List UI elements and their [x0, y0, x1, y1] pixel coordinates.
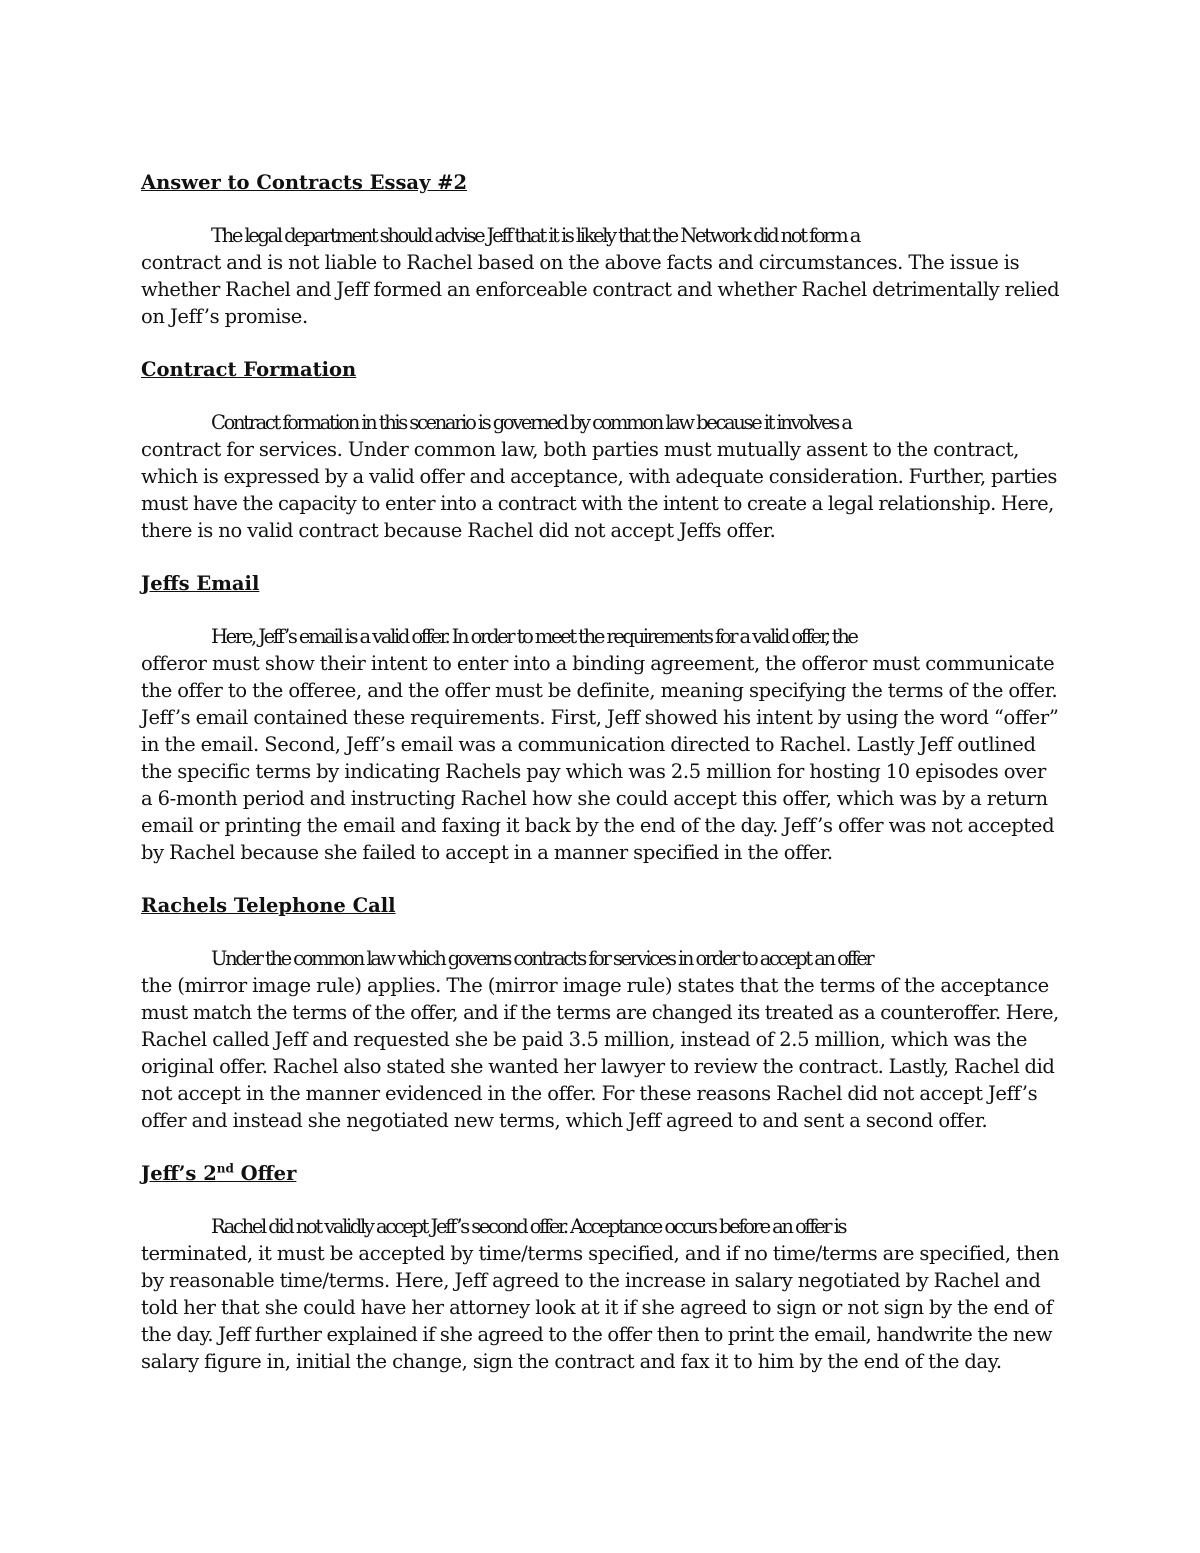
text-line: by Rachel because she failed to accept in a manner specified in the offer.	[141, 841, 833, 864]
text-line: email or printing the email and faxing it back by the end of the day. Jeff’s offer was not accepted	[141, 814, 1055, 837]
intro-paragraph	[141, 222, 1059, 330]
text-line: Contract formation in this scenario is governed by common law because it involves a	[211, 411, 851, 434]
section-heading-jeffs-second-offer	[141, 1160, 1059, 1187]
text-line: contract for services. Under common law, both parties must mutually assent to the contract,	[141, 438, 1019, 461]
text-line: Rachel did not validly accept Jeff’s second offer. Acceptance occurs before an offer is	[211, 1215, 846, 1238]
text-line: in the email. Second, Jeff’s email was a communication directed to Rachel. Lastly Jeff outlined	[141, 733, 1036, 756]
text-line: Here, Jeff’s email is a valid offer. In order to meet the requirements for a valid offer, the	[211, 625, 857, 648]
text-line: Under the common law which governs contracts for services in order to accept an offer	[211, 947, 873, 970]
text-line: a 6-month period and instructing Rachel how she could accept this offer, which was by a return	[141, 787, 1048, 810]
text-line: which is expressed by a valid offer and acceptance, with adequate consideration. Further, parties	[141, 465, 1057, 488]
text-line: whether Rachel and Jeff formed an enforceable contract and whether Rachel detrimentally relied	[141, 278, 1060, 301]
text-line: on Jeff’s promise.	[141, 305, 308, 328]
text-line: the (mirror image rule) applies. The (mirror image rule) states that the terms of the acceptance	[141, 974, 1049, 997]
text-line: not accept in the manner evidenced in the offer. For these reasons Rachel did not accept Jeff’s	[141, 1082, 1038, 1105]
document-page	[141, 169, 1059, 1401]
text-line: The legal department should advise Jeff that it is likely that the Network did not form a	[211, 224, 860, 247]
text-line: there is no valid contract because Rachel did not accept Jeffs offer.	[141, 519, 776, 542]
document-title: Answer to Contracts Essay #2	[141, 171, 468, 194]
text-line: Jeff’s email contained these requirements. First, Jeff showed his intent by using the word “offer”	[141, 706, 1059, 729]
text-line: by reasonable time/terms. Here, Jeff agreed to the increase in salary negotiated by Rachel and	[141, 1269, 1041, 1292]
text-line: salary figure in, initial the change, sign the contract and fax it to him by the end of the day.	[141, 1350, 1002, 1373]
text-line: the day. Jeff further explained if she agreed to the offer then to print the email, handwrite the new	[141, 1323, 1052, 1346]
text-line: the specific terms by indicating Rachels pay which was 2.5 million for hosting 10 episodes over	[141, 760, 1046, 783]
section-heading-jeffs-email: Jeffs Email	[141, 572, 260, 595]
heading-text: Jeff’s 2	[141, 1162, 217, 1185]
section-heading-contract-formation: Contract Formation	[141, 358, 357, 381]
text-line: contract and is not liable to Rachel based on the above facts and circumstances. The issue is	[141, 251, 1020, 274]
text-line: original offer. Rachel also stated she wanted her lawyer to review the contract. Lastly, Rachel did	[141, 1055, 1055, 1078]
section-paragraph-jeffs-second-offer	[141, 1213, 1059, 1375]
text-line: must match the terms of the offer, and if the terms are changed its treated as a counteroffer. Here,	[141, 1001, 1059, 1024]
section-heading-rachels-telephone-call: Rachels Telephone Call	[141, 894, 396, 917]
text-line: must have the capacity to enter into a contract with the intent to create a legal relationship. Here,	[141, 492, 1054, 515]
section-paragraph-contract-formation	[141, 409, 1059, 544]
text-line: the offer to the offeree, and the offer must be definite, meaning specifying the terms of the offer.	[141, 679, 1058, 702]
text-line: offeror must show their intent to enter into a binding agreement, the offeror must communicate	[141, 652, 1055, 675]
section-paragraph-jeffs-email	[141, 623, 1059, 866]
text-line: offer and instead she negotiated new terms, which Jeff agreed to and sent a second offer.	[141, 1109, 988, 1132]
heading-superscript: nd	[216, 1161, 234, 1176]
heading-text: Offer	[233, 1162, 297, 1185]
text-line: told her that she could have her attorney look at it if she agreed to sign or not sign by the end of	[141, 1296, 1053, 1319]
section-paragraph-rachels-telephone-call	[141, 945, 1059, 1134]
text-line: terminated, it must be accepted by time/terms specified, and if no time/terms are specified, then	[141, 1242, 1060, 1265]
text-line: Rachel called Jeff and requested she be paid 3.5 million, instead of 2.5 million, which was the	[141, 1028, 1028, 1051]
